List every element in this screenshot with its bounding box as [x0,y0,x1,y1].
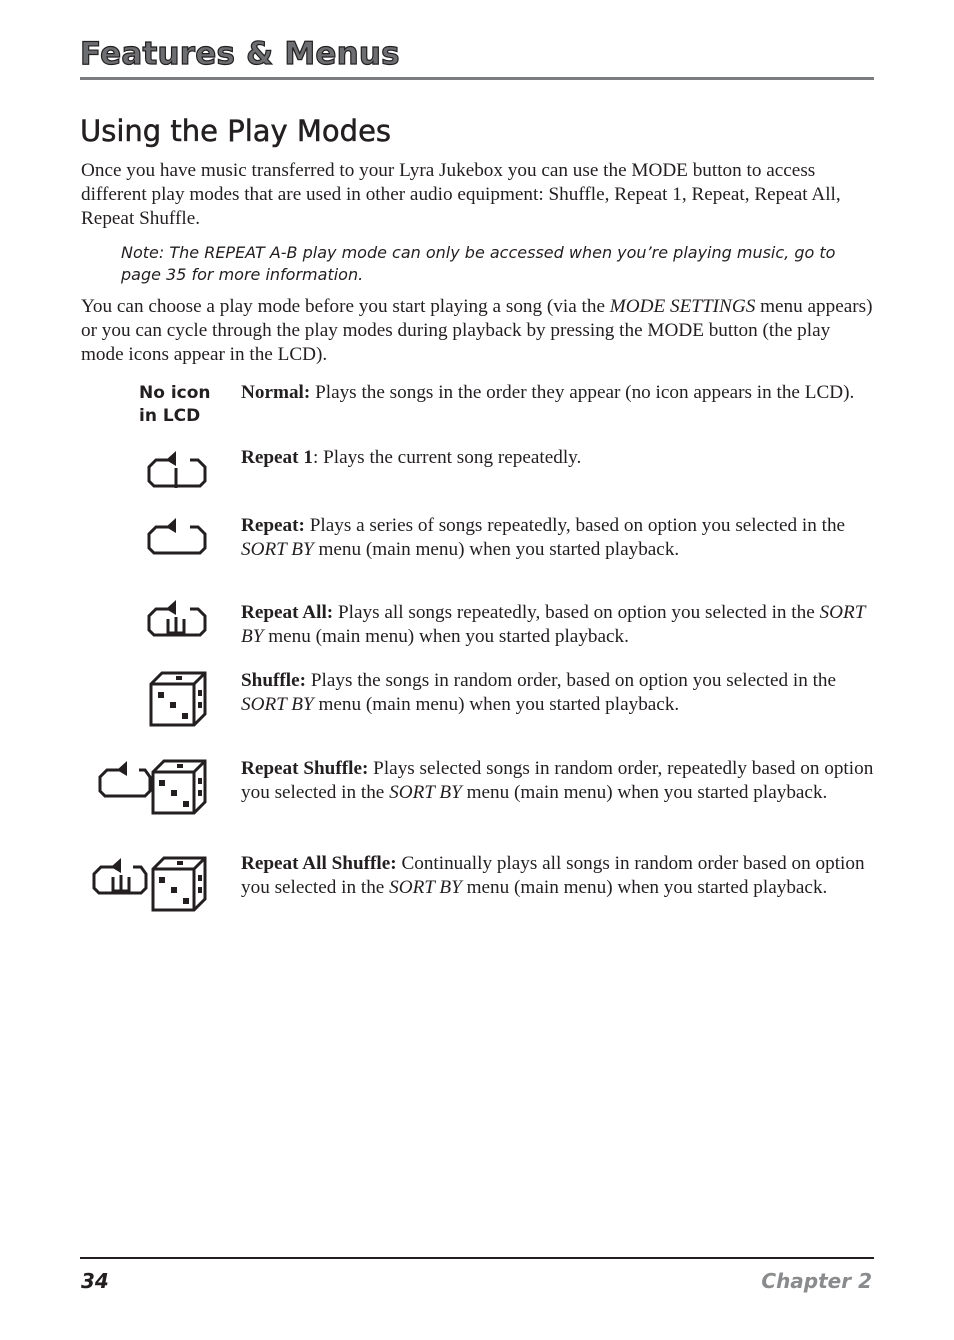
mode-name: Normal: [241,382,311,403]
header-divider [80,77,874,80]
mode-text: menu (main menu) when you started playback. [313,694,680,715]
intro-paragraph: Once you have music transferred to your Lyra Jukebox you can use the MODE button to access different play modes that are used in other audio equipment: Shuffle, Repeat 1, Repeat, Repeat All, Repeat Shuffle. [81,160,841,229]
mode-name: Repeat: [241,515,305,536]
mode-text: Continually plays all songs in random order based on option you selected in the [241,853,865,898]
mode-description-shuffle [241,669,877,717]
no-icon-label: No icon in LCD [139,383,211,426]
sort-by-term: SORT BY [389,877,462,898]
chapter-label: Chapter 2 [761,1269,872,1293]
mode-text: Plays selected songs in random order, repeatedly based on option you selected in the [241,758,874,803]
mode-text: : Plays the current song repeatedly. [312,447,582,468]
repeat-all-icon [146,597,208,641]
mode-description-repeat [241,514,877,562]
mode-description-repeat-all-shuffle [241,852,877,900]
mode-text: menu (main menu) when you started playback. [313,539,680,560]
mode-text: Plays the songs in the order they appear (no icon appears in the LCD). [310,382,855,403]
mode-name: Repeat All Shuffle: [241,853,397,874]
mode-description-repeat-1 [241,446,877,470]
mode-settings-term: MODE SETTINGS [609,296,756,317]
sort-by-term: SORT BY [241,539,314,560]
mode-description-normal [241,381,877,405]
mode-text: menu (main menu) when you started playback. [263,626,629,647]
mode-text: menu (main menu) when you started playback. [461,782,828,803]
mode-text: menu (main menu) when you started playback. [461,877,828,898]
page-number: 34 [81,1269,109,1293]
para-text-before: You can choose a play mode before you start playing a song (via the [81,296,610,317]
mode-selection-paragraph [81,295,876,367]
repeat-shuffle-icon [97,758,209,818]
sort-by-term: SORT BY [241,694,314,715]
mode-description-repeat-shuffle [241,757,877,805]
para-text-after: menu appears) or you can cycle through the play modes during playback by pressing the MODE button (the play mode icons appear in the LCD). [81,296,873,365]
footer-divider [80,1257,874,1259]
shuffle-dice-icon [148,670,208,730]
mode-text: Plays the songs in random order, based on option you selected in the [306,670,837,691]
mode-name: Repeat Shuffle: [241,758,369,779]
mode-text: Plays a series of songs repeatedly, based on option you selected in the [304,515,846,536]
repeat-all-shuffle-icon [91,855,209,915]
section-title: Using the Play Modes [80,114,392,148]
mode-name: Repeat All: [241,602,334,623]
repeat-1-icon [146,448,208,492]
mode-text: Plays all songs repeatedly, based on option you selected in the [333,602,820,623]
mode-name: Shuffle: [241,670,307,691]
sort-by-term: SORT BY [241,602,866,647]
sort-by-term: SORT BY [389,782,462,803]
mode-name: Repeat 1 [241,447,313,468]
repeat-icon [146,515,208,559]
note-paragraph: Note: The REPEAT A-B play mode can only be accessed when you’re playing music, go to page 35 for more information. [121,243,836,284]
page-header-title: Features & Menus [80,36,400,72]
mode-description-repeat-all [241,601,877,649]
